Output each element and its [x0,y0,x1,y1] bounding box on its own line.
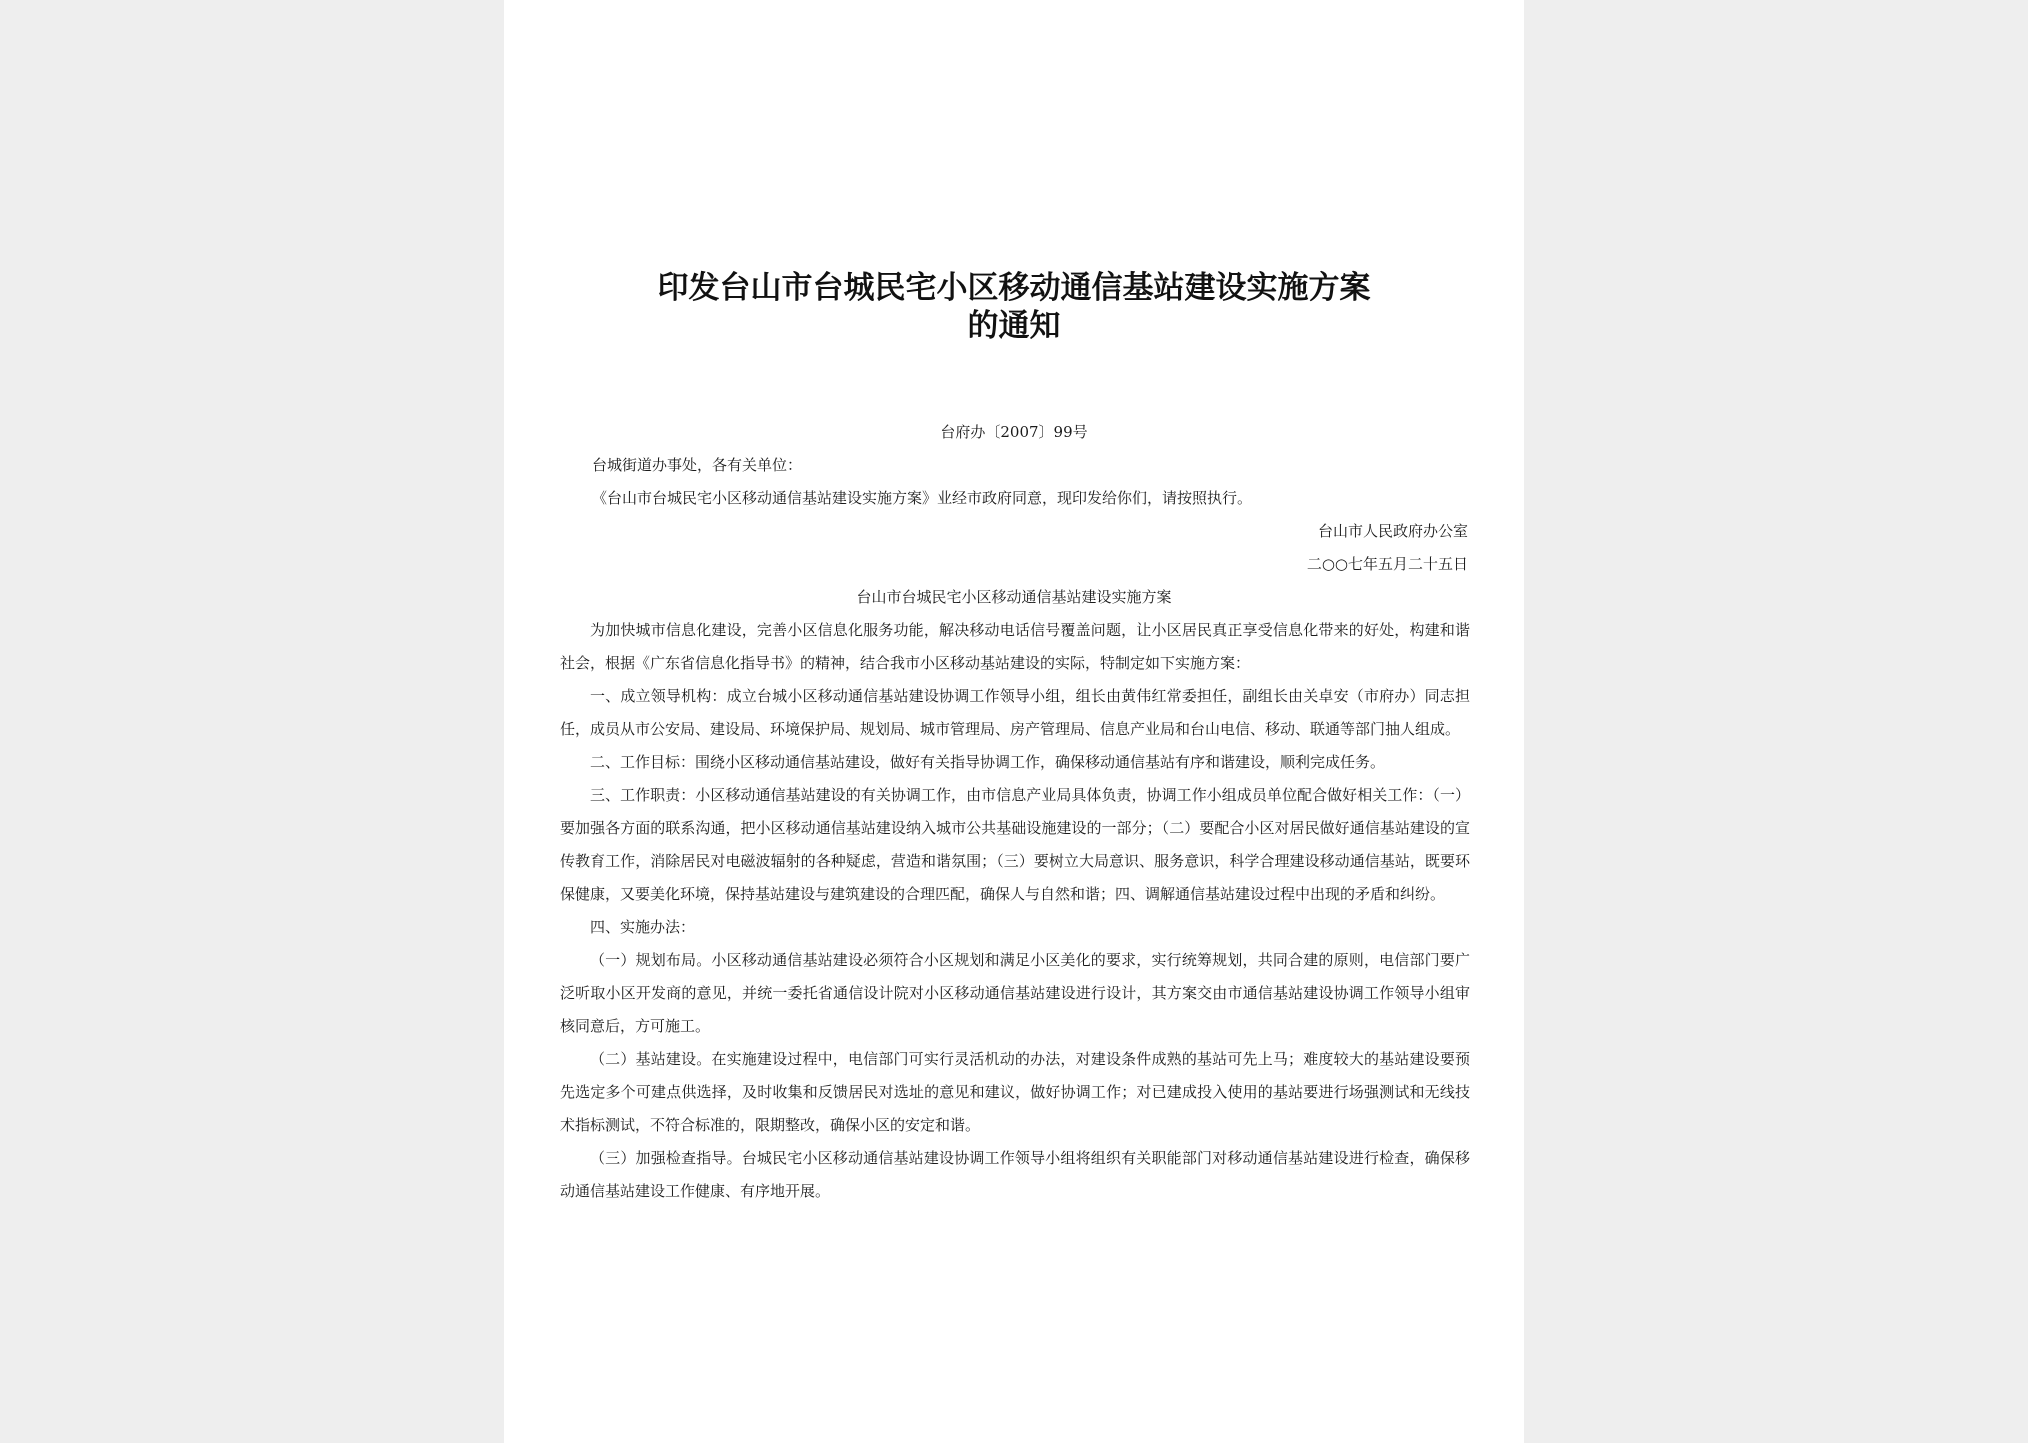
addressee: 台城街道办事处，各有关单位： [592,456,803,474]
document-title-line-1: 印发台山市台城民宅小区移动通信基站建设实施方案 [657,270,1371,306]
paragraph: （一）规划布局。小区移动通信基站建设必须符合小区规划和满足小区美化的要求，实行统筹规划，共同合建的原则，电信部门要广泛听取小区开发商的意见，并统一委托省通信设计院对小区移动通信基站建设进行设计，其方案交由市通信基站建设协调工作领导小组审核同意后，方可施工。 [560,951,1470,1035]
intro-text: 《台山市台城民宅小区移动通信基站建设实施方案》业经市政府同意，现印发给你们，请按照执行。 [592,489,1253,507]
issuer: 台山市人民政府办公室 [1317,522,1468,540]
plan-title: 台山市台城民宅小区移动通信基站建设实施方案 [856,588,1172,606]
document-number: 台府办〔2007〕99号 [940,423,1088,441]
issue-date: 二○○七年五月二十五日 [1306,555,1468,573]
paragraph: 四、实施办法： [590,918,696,936]
document-page [504,0,1524,1443]
paragraph: 三、工作职责：小区移动通信基站建设的有关协调工作，由市信息产业局具体负责，协调工作小组成员单位配合做好相关工作：（一）要加强各方面的联系沟通，把小区移动通信基站建设纳入城市公共基础设施建设的一部分；（二）要配合小区对居民做好通信基站建设的宣传教育工作，消除居民对电磁波辐射的各种疑虑，营造和谐氛围；（三）要树立大局意识、服务意识，科学合理建设移动通信基站，既要环保健康，又要美化环境，保持基站建设与建筑建设的合理匹配，确保人与自然和谐；四、调解通信基站建设过程中出现的矛盾和纠纷。 [560,786,1470,903]
paragraph: 为加快城市信息化建设，完善小区信息化服务功能，解决移动电话信号覆盖问题，让小区居民真正享受信息化带来的好处，构建和谐社会，根据《广东省信息化指导书》的精神，结合我市小区移动基站建设的实际，特制定如下实施方案： [560,621,1470,672]
paragraph: （二）基站建设。在实施建设过程中，电信部门可实行灵活机动的办法，对建设条件成熟的基站可先上马；难度较大的基站建设要预先选定多个可建点供选择，及时收集和反馈居民对选址的意见和建议，做好协调工作；对已建成投入使用的基站要进行场强测试和无线技术指标测试，不符合标准的，限期整改，确保小区的安定和谐。 [560,1050,1470,1134]
paragraph: 二、工作目标：围绕小区移动通信基站建设，做好有关指导协调工作，确保移动通信基站有序和谐建设，顺利完成任务。 [590,753,1386,771]
document-title-line-2: 的通知 [967,308,1061,344]
paragraph: 一、成立领导机构：成立台城小区移动通信基站建设协调工作领导小组，组长由黄伟红常委担任，副组长由关卓安（市府办）同志担任，成员从市公安局、建设局、环境保护局、规划局、城市管理局、房产管理局、信息产业局和台山电信、移动、联通等部门抽人组成。 [560,687,1470,738]
document-body [560,614,1470,1208]
paragraph: （三）加强检查指导。台城民宅小区移动通信基站建设协调工作领导小组将组织有关职能部门对移动通信基站建设进行检查，确保移动通信基站建设工作健康、有序地开展。 [560,1149,1470,1200]
